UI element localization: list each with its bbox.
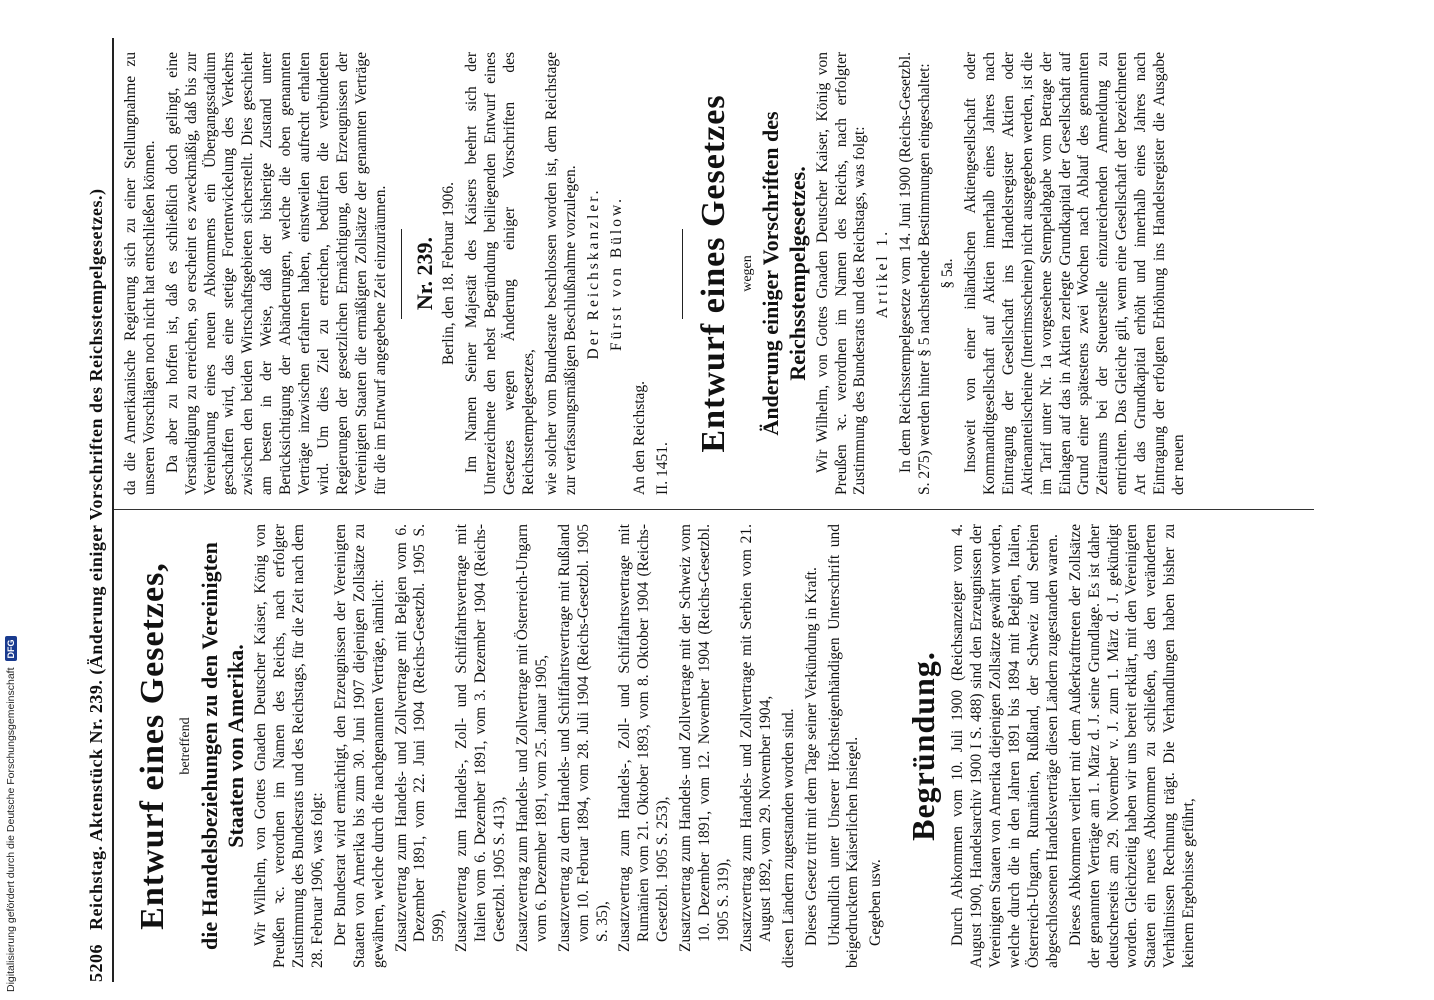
digitization-text: Digitalisierung gefördert durch die Deutsche Forschungsgemeinschaft [5, 667, 17, 992]
paragraph: Insoweit von einer inländischen Aktiengesellschaft oder Kommanditgesellschaft auf Aktien innerhalb eines Jahres nach Eintragung der Gesellschaft ins Handelsregister Aktien oder Aktienanteilscheine (Interimsscheine) nicht ausgegeben werden, ist die im Tarif unter Nr. 1a vorgesehene Stempelabgabe vom Betrage der Einlagen auf das in Aktien zerlegte Grundkapital der Gesellschaft auf Grund einer spätestens zwei Wochen nach Ablauf des genannten Zeitraums bei der Steuerstelle einzureichenden Anmeldung zu entrichten. Das Gleiche gilt, wenn eine Gesellschaft der bezeichneten Art das Grundkapital erhöht und innerhalb eines Jahres nach Eintragung der erfolgten Erhöhung ins Handelsregister die Ausgabe der neuen [961, 52, 1187, 496]
paragraph: da die Amerikanische Regierung sich zu einer Stellungnahme zu unseren Vorschlägen noch nicht hat entschließen können. [121, 52, 158, 496]
preamble: Wir Wilhelm, von Gottes Gnaden Deutscher Kaiser, König von Preußen ꝛc. verordnen im Namen des Reichs, nach erfolgter Zustimmung des Bundesrats und des Reichstags, was folgt: [813, 52, 869, 496]
paragraph: wie solcher vom Bundesrate beschlossen worden ist, dem Reichstage zur verfassungsmäßigen Beschlußnahme vorzulegen. [543, 52, 579, 496]
left-column [114, 510, 1314, 982]
divider [401, 229, 402, 319]
treaty-item: Zusatzvertrag zum Handels-, Zoll- und Schiffahrtsvertrage mit Italien vom 6. Dezember 1891, vom 3. Dezember 1904 (Reichs-Gesetzbl. 1905 S. 413), [453, 524, 509, 952]
treaty-item: Zusatzvertrag zum Handels- und Zollvertrage mit Österreich-Ungarn vom 6. Dezember 1891, vom 25. Januar 1905, [513, 524, 550, 952]
paragraph: Dieses Gesetz tritt mit dem Tage seiner Verkündung in Kraft. [802, 567, 820, 946]
article-heading: Artikel 1. [874, 228, 892, 319]
treaty-item: Zusatzvertrag zum Handels- und Zollvertrage mit der Schweiz vom 10. Dezember 1891, vom 12. November 1904 (Reichs-Gesetzbl. 1905 S. 319), [677, 524, 732, 952]
paragraph: diesen Ländern zugestanden worden sind. [779, 708, 797, 968]
treaty-list [393, 524, 776, 968]
bill-subject: die Handelsbeziehungen zu den Vereinigten Staaten von Amerika. [196, 542, 249, 950]
reference-number: II. 1451. [653, 442, 671, 496]
signature-name: Fürst von Bülow. [607, 195, 625, 352]
dfg-logo: DFG [5, 636, 17, 661]
treaty-item: Zusatzvertrag zum Handels- und Zollvertrage mit Belgien vom 6. Dezember 1891, vom 22. Juni 1904 (Reichs-Gesetzbl. 1905 S. 599), [392, 524, 448, 952]
paragraph: Da aber zu hoffen ist, daß es schließlich doch gelingt, eine Verständigung zu erreichen, so erscheint es zweckmäßig, daß bis zur Vereinbarung eines neuen Abkommens ein Übergangsstadium geschaffen wird, das eine stetige Fortentwickelung des Verkehrs zwischen den beiden Wirtschaftsgebieten sicherstellt. Dies geschieht am besten in der Weise, daß der bisherige Zustand unter Berücksichtigung der Abänderungen, welche die oben genannten Verträge inzwischen erfahren haben, einstweilen aufrecht erhalten wird. Um dies Ziel zu erreichen, bedürfen die verbündeten Regierungen der gesetzlichen Ermächtigung, den Erzeugnissen der Vereinigten Staaten die ermäßigten Zollsätze der genannten Verträge für die im Entwurf angegebene Zeit einzuräumen. [163, 52, 389, 496]
divider [682, 229, 683, 319]
section-heading: § 5a. [939, 258, 957, 289]
paragraph: Durch Abkommen vom 10. Juli 1900 (Reichsanzeiger vom 4. August 1900, Handelsarchiv 1900 I S. 488) sind den Erzeugnissen der Vereinigten Staaten von Amerika diejenigen Zollsätze gewährt worden, welche durch die in den Jahren 1891 bis 1894 mit Belgien, Italien, Österreich-Ungarn, Rumänien, Rußland, der Schweiz und Serbien abgeschlossenen Handelsverträge diesen Ländern zugestanden waren. [949, 524, 1061, 968]
paragraph: In dem Reichsstempelgesetze vom 14. Juni 1900 (Reichs-Gesetzbl. S. 275) werden hinter § 5 nachstehende Bestimmungen eingeschaltet: [897, 52, 934, 496]
bill-title: Entwurf eines Gesetzes [695, 94, 733, 453]
paragraph: Dieses Abkommen verliert mit dem Außerkrafttreten der Zollsätze der genannten Verträge am 1. März d. J. seine Grundlage. Es ist daher deutscherseits am 29. November v. J. zum 1. März d. J. gekündigt worden. Gleichzeitig haben wir uns bereit erklärt, mit den Vereinigten Staaten ein neues Abkommen zu schließen, das den veränderten Verhältnissen Rechnung trägt. Die Verhandlungen haben bisher zu keinem Ergebnisse geführt, [1066, 524, 1198, 968]
treaty-item: Zusatzvertrag zum Handels- und Zollvertrage mit Serbien vom 21. August 1892, vom 29. November 1904, [737, 524, 774, 952]
paragraph: Der Bundesrat wird ermächtigt, den Erzeugnissen der Vereinigten Staaten von Amerika bis zum 30. Juni 1907 diejenigen Zollsätze zu gewähren, welche durch die nachgenannten Verträge, nämlich: [331, 524, 387, 968]
bill-title: Entwurf eines Gesetzes, [133, 562, 171, 930]
document-page [72, 20, 1362, 1000]
page-number: 5206 [86, 944, 106, 982]
running-head [86, 38, 114, 982]
paragraph: Im Namen Seiner Majestät des Kaisers beehrt sich der Unterzeichnete den nebst Begründung beiliegenden Entwurf eines Gesetzes wegen Änderung einiger Vorschriften des Reichsstempelgesetzes, [463, 52, 538, 496]
digitization-note [5, 2, 17, 992]
bill-wegen: wegen [739, 255, 755, 292]
preamble: Wir Wilhelm, von Gottes Gnaden Deutscher Kaiser, König von Preußen ꝛc. verordnen im Namen des Reichs, nach erfolgter Zustimmung des Bundesrats und des Reichstags, für die Zeit nach dem 28. Februar 1906, was folgt: [252, 524, 326, 968]
addressee: An den Reichstag. [630, 380, 648, 496]
right-column [114, 38, 1314, 510]
paragraph: Gegeben usw. [867, 859, 885, 946]
treaty-item: Zusatzvertrag zu dem Handels- und Schiffahrtsvertrage mit Rußland vom 10. Februar 1894, vom 28. Juli 1904 (Reichs-Gesetzbl. 1905 S. 35), [555, 524, 611, 952]
paragraph: Urkundlich unter Unserer Höchsteigenhändigen Unterschrift und beigedrucktem Kaiserlichen Insiegel. [825, 524, 862, 968]
running-title: Reichstag. Aktenstück Nr. 239. (Änderung einiger Vorschriften des Reichsstempelgesetzes.) [86, 188, 106, 930]
treaty-item: Zusatzvertrag zum Handels-, Zoll- und Schiffahrtsvertrage mit Rumänien vom 21. Oktober 1893, vom 8. Oktober 1904 (Reichs-Gesetzbl. 1905 S. 253), [616, 524, 672, 952]
bill-betreffend: betreffend [178, 717, 194, 775]
begruendung-heading: Begründung. [905, 651, 942, 841]
bill-subject: Änderung einiger Vorschriften des Reichsstempelgesetzes. [757, 111, 810, 436]
document-number: Nr. 239. [411, 236, 437, 311]
signature-title: Der Reichskanzler. [584, 187, 602, 360]
date-line: Berlin, den 18. Februar 1906. [440, 182, 458, 365]
